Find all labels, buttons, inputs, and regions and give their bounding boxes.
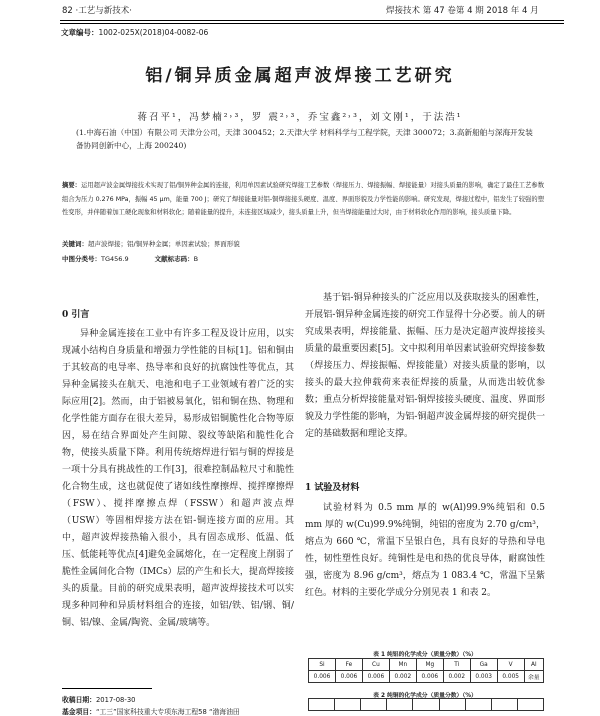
table1-header-cell: Ti [443, 659, 470, 671]
experiment-paragraph: 试验材料为 0.5 mm 厚的 w(Al)99.9%纯铝和 0.5 mm 厚的 w(Cu)99.9%纯铜，纯铝的密度为 2.70 g/cm³，熔点为 660 ℃，常温下呈银白色，具有良好的导热和导电性，韧性塑性良好。纯铜性是电和热的优良导体，耐腐蚀性强，密度为 8.96 g/cm³，熔点为 1 083.4 ℃，常温下呈紫红色。材料的主要化学成分分别见表 1 和表 2。 [305, 503, 545, 598]
table1-header-cell: Mn [389, 659, 416, 671]
header-rule-thin [60, 23, 564, 24]
fund-label: 基金项目： [62, 708, 96, 716]
right-intro-column [305, 290, 545, 443]
table1-header-cell: Cu [362, 659, 389, 671]
header-rule [60, 20, 564, 21]
table1-header-cell: Mg [416, 659, 443, 671]
right-intro-paragraph: 基于铝-铜异种接头的广泛应用以及获取接头的困难性，开展铝-铜异种金属连接的研究工作显得十分必要。前人的研究成果表明，焊接能量、振幅、压力是决定超声波焊接接头质量的最重要因素[5]。文中拟利用单因素试验研究焊接参数（焊接压力、焊接振幅、焊接能量）对接头质量的影响，以接头的最大拉伸载荷来表征焊接的质量，从而选出较优参数；重点分析焊接能量对铝-铜焊接接头硬度、温度、界面形貌及力学性能的影响，为铝-铜超声波金属焊接的研究提供一定的基础数据和理论支撑。 [305, 293, 545, 439]
table2-caption: 表 2 纯铜的化学成分（质量分数）（%） [373, 693, 477, 699]
fund-text: “工三”国家科技重大专项东海工程58 “渤海油田 [95, 708, 240, 716]
table1-value-cell: 0.002 [443, 671, 470, 683]
received-label: 收稿日期： [62, 696, 96, 704]
table1-header-cell: V [497, 659, 524, 671]
table1-value-cell: 0.006 [309, 671, 336, 683]
table1-header-row [309, 659, 544, 671]
table2-composition-cu [308, 698, 544, 711]
author-list: 蒋召平¹，冯梦楠²˒³，罗 震²˒³，乔宝鑫²˒³，刘文刚¹，于法浩¹ [137, 112, 463, 123]
table1-value-cell: 0.006 [416, 671, 443, 683]
intro-column [62, 326, 294, 632]
table1-value-cell: 0.002 [389, 671, 416, 683]
classification-line [62, 254, 198, 263]
table1-header-cell: Si [309, 659, 336, 671]
article-number [61, 27, 208, 38]
table1-value-cell: 0.006 [335, 671, 362, 683]
doc-code-value: B [193, 255, 199, 263]
running-header-left: 82 ·工艺与新技术· [62, 6, 132, 16]
section-heading-intro: 0 引言 [62, 310, 90, 320]
abstract-label: 摘要： [62, 182, 81, 189]
clc-label: 中图分类号： [62, 255, 101, 263]
table1-value-cell: 0.005 [497, 671, 524, 683]
experiment-column [305, 500, 545, 602]
table1-value-cell: 0.006 [362, 671, 389, 683]
section-heading-experiment: 1 试验及材料 [305, 483, 360, 493]
keywords-label: 关键词： [62, 240, 88, 248]
affiliations: (1.中海石油（中国）有限公司 天津分公司，天津 300452；2.天津大学 材料科学与工程学院，天津 300072；3.高新船舶与深海开发装备协同创新中心，上海 200240) [76, 128, 533, 150]
table1-value-row [309, 671, 544, 683]
footnote-fund [62, 706, 240, 716]
intro-paragraph: 异种金属连接在工业中有许多工程及设计应用，以实现减小结构自身质量和增强力学性能的目标[1]。铝和铜由于其较高的电导率、热导率和良好的抗腐蚀性等优点，其异种金属接头在航天、电池和电子工业领域有着广泛的实际应用[2]。然而，由于铝被易氧化，铝和铜在热、物理和化学性能方面存在很大差异，易形成铝铜脆性化合物等原因，易在结合界面处产生间隙、裂纹等缺陷和脆性化合物，使接头质量下降。利用传统熔焊进行铝与铜的焊接是一项十分具有挑战性的工作[3]，很难控制晶粒尺寸和脆性化合物生成，这也就促使了诸如线性摩擦焊、搅拌摩擦焊（FSW）、搅拌摩擦点焊（FSSW）和超声波点焊（USW）等固相焊接方法在铝-铜连接方面的应用。其中，超声波焊接热输入很小，具有固态成形、低温、低压、低能耗等优点[4]避免金属熔化，在一定程度上削弱了脆性金属间化合物（IMCs）层的产生和长大，提高焊接接头的质量。目前的研究成果表明，超声波焊接技术可以实现多种同种和异质材料组合的连接，如铝/铁、铝/钢、铜/铜、铝/镍、金属/陶瓷、金属/玻璃等。 [62, 329, 294, 628]
footnote-rule [62, 688, 152, 689]
table1-composition-al [308, 658, 544, 683]
abstract [62, 179, 544, 220]
article-number-label: 文章编号： [61, 28, 99, 37]
abstract-text: 运用超声波金属焊接技术实现了铝/铜异种金属的连接，利用单因素试验研究焊接工艺参数（焊接压力、焊接振幅、焊接能量）对接头质量的影响，确定了最佳工艺参数组合为压力 0.276 MPa，振幅 45 μm，能量 700 J；研究了焊接能量对铝-铜焊接接头硬度、温度、界面形貌及力学性能的影响。研究发现，焊接过程中，铝发生了较强的塑性变形，并伴随着加工硬化现象和材料软化；随着能量的提升，未连接区域减少，接头质量上升，但当焊接能量过大时，由于材料软化作用的影响，接头质量下降。 [62, 182, 545, 217]
table2-header-row [309, 699, 544, 711]
running-header-right: 焊接技术 第 47 卷第 4 期 2018 年 4 月 [386, 6, 539, 16]
footnote-received [62, 694, 136, 704]
table1-header-cell: Al [524, 659, 543, 671]
table1-value-cell: 余量 [524, 671, 543, 683]
table1-header-cell: Fe [335, 659, 362, 671]
keywords-text: 超声波焊接；铝/铜异种金属；单因素试验；界面形貌 [88, 240, 240, 248]
table1-value-cell: 0.003 [470, 671, 497, 683]
table1-caption: 表 1 纯铝的化学成分（质量分数）（%） [373, 652, 477, 658]
paper-title: 铝/铜异质金属超声波焊接工艺研究 [145, 66, 455, 86]
clc-value: TG456.9 [101, 255, 129, 263]
keywords [62, 239, 240, 248]
table1-header-cell: Ga [470, 659, 497, 671]
doc-code-label: 文献标志码： [154, 255, 194, 263]
received-date: 2017-08-30 [95, 696, 136, 704]
article-number-value: 1002-025X(2018)04-0082-06 [98, 28, 209, 37]
